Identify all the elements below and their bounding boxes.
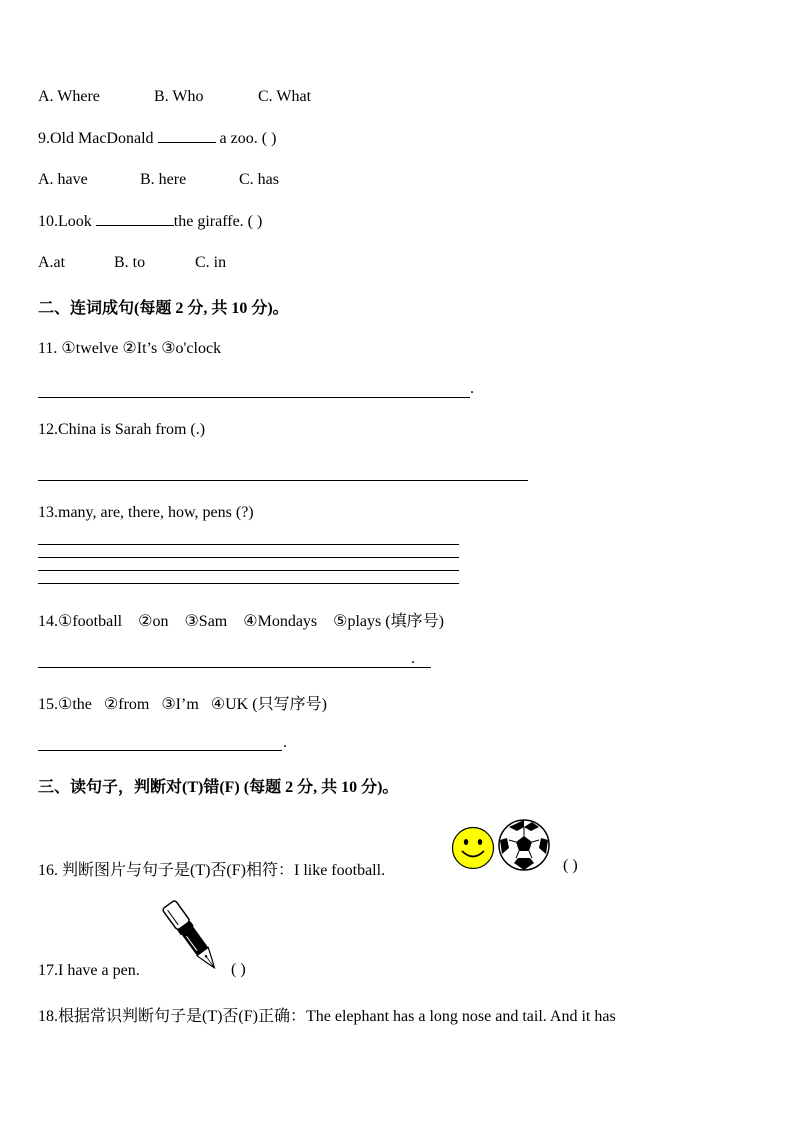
- question-12: 12.China is Sarah from (.): [38, 421, 206, 438]
- q14-answer-line-tail: [420, 667, 431, 668]
- q9-text-pre: 9.Old MacDonald: [38, 130, 154, 147]
- q8-option-a: A. Where: [38, 88, 100, 105]
- question-18: 18.根据常识判断句子是(T)否(F)正确：The elephant has a long nose and tail. And it has: [38, 1008, 616, 1025]
- q13-answer-line-3[interactable]: [38, 570, 459, 571]
- q16-answer-paren[interactable]: ( ): [563, 857, 578, 874]
- section-2-heading: 二、连词成句(每题 2 分, 共 10 分)。: [38, 300, 289, 317]
- section-3-heading: 三、读句子，判断对(T)错(F) (每题 2 分, 共 10 分)。: [38, 779, 399, 796]
- football-icon: [497, 818, 551, 872]
- q15-answer-line[interactable]: [38, 750, 282, 751]
- q9-option-a: A. have: [38, 171, 88, 188]
- question-16: 16. 判断图片与句子是(T)否(F)相符：I like football.: [38, 862, 386, 879]
- q9-option-b: B. here: [140, 171, 187, 188]
- q10-blank[interactable]: [96, 225, 174, 226]
- question-11: 11. ①twelve ②It’s ③o'clock: [38, 340, 222, 357]
- q9-answer-paren[interactable]: ( ): [261, 130, 277, 147]
- q8-option-b: B. Who: [154, 88, 204, 105]
- q10-options: [38, 254, 226, 272]
- question-17: 17.I have a pen.: [38, 962, 140, 979]
- q10-option-a: A.at: [38, 254, 66, 271]
- smiley-face-icon: [451, 826, 495, 870]
- q9-options: [38, 171, 279, 189]
- q10-text-pre: 10.Look: [38, 213, 92, 230]
- question-9: [38, 130, 276, 148]
- question-14: 14.①football ②on ③Sam ④Mondays ⑤plays (填序号): [38, 613, 444, 630]
- question-13: 13.many, are, there, how, pens (?): [38, 504, 254, 521]
- q12-answer-line[interactable]: [38, 480, 528, 481]
- q17-answer-paren[interactable]: ( ): [231, 961, 246, 978]
- q13-answer-line-1[interactable]: [38, 544, 459, 545]
- q15-period: .: [283, 734, 287, 751]
- q9-option-c: C. has: [239, 171, 279, 188]
- q13-answer-line-4[interactable]: [38, 583, 459, 584]
- q13-answer-line-2[interactable]: [38, 557, 459, 558]
- q14-period: .: [411, 650, 415, 667]
- q8-option-c: C. What: [258, 88, 312, 105]
- q9-blank[interactable]: [158, 142, 216, 143]
- fountain-pen-icon: [160, 895, 224, 979]
- q10-text-post: the giraffe.: [173, 213, 244, 230]
- q10-option-c: C. in: [195, 254, 227, 271]
- q9-text-post: a zoo.: [219, 130, 258, 147]
- q14-answer-line[interactable]: [38, 667, 430, 668]
- q10-option-b: B. to: [114, 254, 146, 271]
- question-10: [38, 213, 262, 231]
- q8-options: [38, 88, 311, 106]
- q10-answer-paren[interactable]: ( ): [247, 213, 263, 230]
- question-15: 15.①the ②from ③I’m ④UK (只写序号): [38, 696, 327, 713]
- q11-answer-line[interactable]: [38, 397, 470, 398]
- q11-period: .: [470, 380, 474, 397]
